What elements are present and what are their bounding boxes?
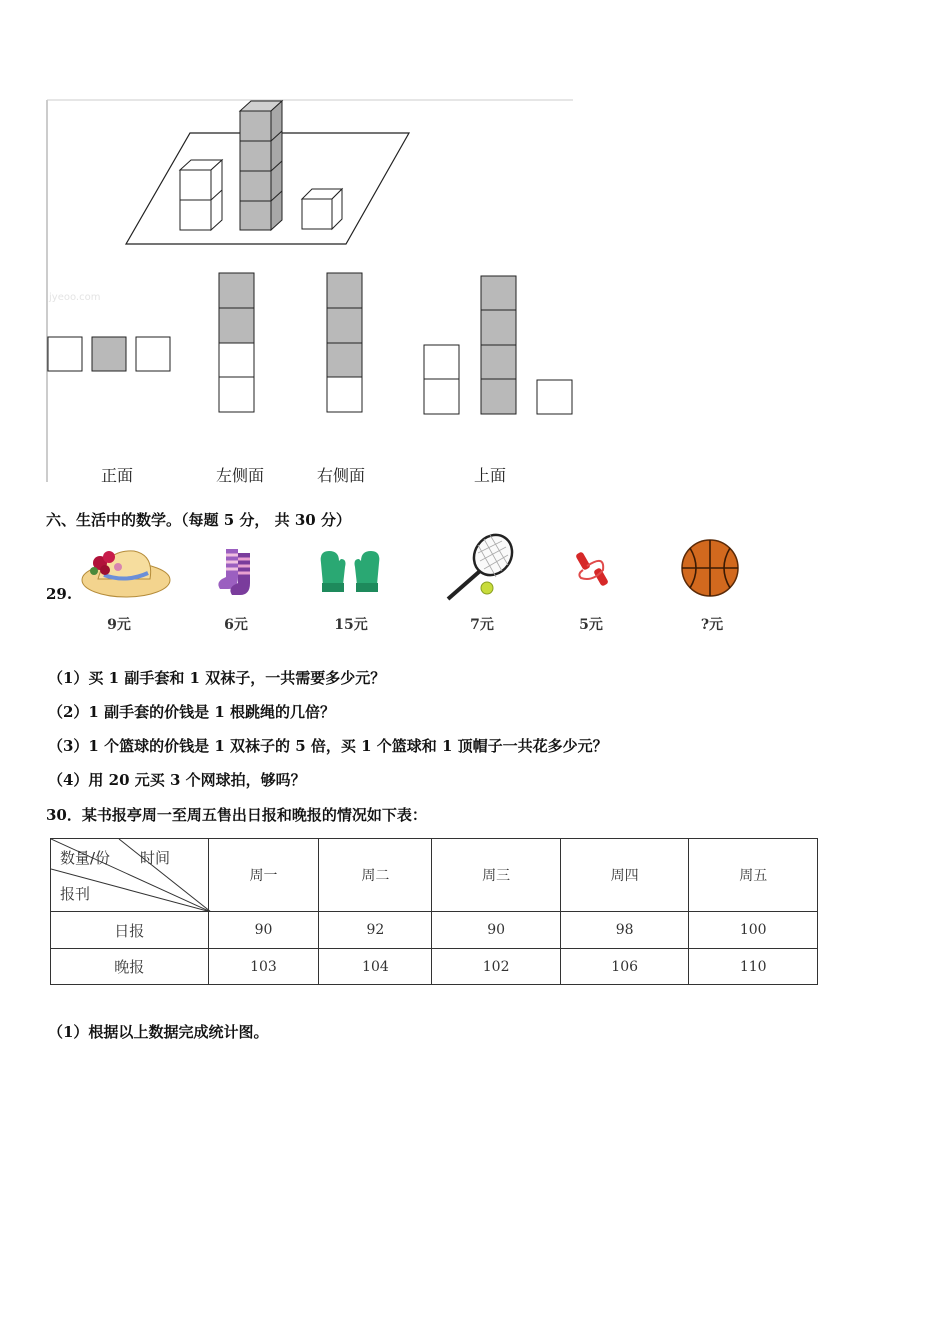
corner-publication-label: 报刊: [60, 885, 91, 903]
white-stack-2: [180, 160, 222, 230]
table-cell: 98: [560, 912, 689, 949]
table-cell: 110: [689, 949, 818, 985]
table-cell: 106: [560, 949, 689, 985]
front-view-label: 正面: [101, 466, 134, 485]
white-single: [302, 189, 342, 229]
top-view-label: 上面: [474, 466, 507, 485]
price-jump-rope: 5元: [579, 617, 603, 633]
section-6-title: 六、生活中的数学。（每题 5 分， 共 30 分）: [46, 511, 351, 529]
table-cell: 90: [208, 912, 319, 949]
socks-image: [216, 545, 261, 600]
row-label: 晚报: [51, 949, 209, 985]
q30-sub-1: （1）根据以上数据完成统计图。: [48, 1023, 269, 1041]
header-day: 周一: [208, 839, 319, 912]
price-basketball: ?元: [700, 617, 724, 633]
q29-sub-2: （2）1 副手套的价钱是 1 根跳绳的几倍？: [48, 703, 335, 721]
gray-stack-4: [240, 101, 282, 230]
left-view: [219, 273, 254, 412]
q30-text: 30．某书报亭周一至周五售出日报和晚报的情况如下表：: [46, 806, 427, 824]
top-view: [424, 276, 572, 414]
cube-figure: [0, 0, 950, 500]
basketball-image: [680, 538, 740, 598]
right-view-label: 右侧面: [317, 466, 366, 485]
left-view-label: 左侧面: [216, 466, 265, 485]
table-cell: 103: [208, 949, 319, 985]
header-day: 周三: [432, 839, 561, 912]
corner-time-label: 时间: [140, 849, 171, 867]
table-corner-header: [51, 839, 209, 912]
table-row: [51, 912, 818, 949]
jump-rope-image: [573, 548, 618, 593]
price-tennis-racket: 7元: [470, 617, 494, 633]
cube-figure-drawing: [0, 0, 600, 500]
q29-sub-1: （1）买 1 副手套和 1 双袜子，一共需要多少元？: [48, 669, 386, 687]
row-label: 日报: [51, 912, 209, 949]
gloves-image: [315, 545, 385, 600]
table-cell: 92: [319, 912, 432, 949]
price-hat: 9元: [107, 617, 131, 633]
q29-sub-3: （3）1 个篮球的价钱是 1 双袜子的 5 倍，买 1 个篮球和 1 顶帽子一共花多少元？: [48, 737, 608, 755]
table-cell: 102: [432, 949, 561, 985]
table-cell: 104: [319, 949, 432, 985]
q29-sub-4: （4）用 20 元买 3 个网球拍，够吗？: [48, 771, 306, 789]
table-cell: 90: [432, 912, 561, 949]
header-day: 周五: [689, 839, 818, 912]
price-socks: 6元: [224, 617, 248, 633]
price-gloves: 15元: [334, 617, 368, 633]
front-view: [48, 337, 170, 371]
tennis-racket-image: [440, 531, 520, 601]
sales-table: [50, 838, 818, 985]
header-day: 周四: [560, 839, 689, 912]
table-cell: 100: [689, 912, 818, 949]
watermark: jyeoo.com: [49, 292, 101, 303]
corner-quantity-label: 数量/份: [60, 849, 111, 867]
header-day: 周二: [319, 839, 432, 912]
hat-image: [76, 543, 171, 603]
q29-number: 29.: [46, 585, 73, 603]
right-view: [327, 273, 362, 412]
table-row: [51, 949, 818, 985]
